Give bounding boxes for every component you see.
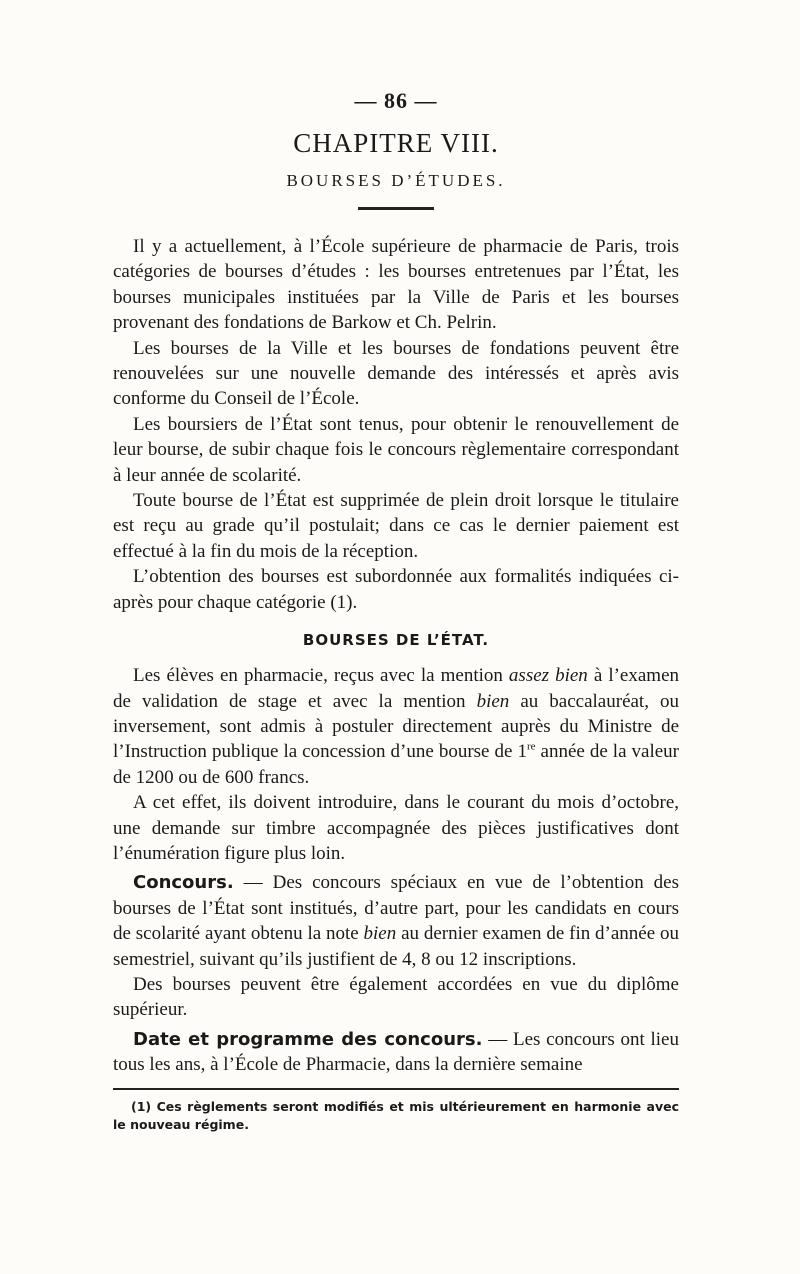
text-run: Les élèves en pharmacie, reçus avec la mention [133,665,509,687]
run-in-heading-concours: Concours. [133,872,234,894]
paragraph-superior-diploma: Des bourses peuvent être également accordées en vue du diplôme supérieur. [113,973,679,1021]
paragraph-state-eligibility [113,663,679,790]
mention-emphasis: assez bien [508,665,588,687]
mention-emphasis: bien [363,923,397,945]
page-number: — 86 — [354,88,438,113]
text-run: — Les concours ont lieu tous les ans, à l’École de Pharmacie, dans la dernière semaine [113,1028,679,1076]
text-run: à l’examen de validation de stage et avec la mention [113,665,679,712]
paragraph-concours [113,870,679,972]
text-run: année de la valeur de 1200 ou de 600 francs. [113,741,680,788]
paragraph-renewal: Les bourses de la Ville et les bourses de fondations peuvent être renouvelées sur une nouvelle demande des intéressés et après avis conforme du Conseil de l’École. [113,337,679,410]
text-run: — Des concours spéciaux en vue de l’obtention des bourses de l’État sont institués, d’autre part, pour les candidats en cours de scolarité ayant obtenu la note [113,872,679,945]
paragraph-intro: Il y a actuellement, à l’École supérieure de pharmacie de Paris, trois catégories de bourses d’études : les bourses entretenues par l’État, les bourses municipales instituées par la Ville de Paris et les bourses provenant des fondations de Barkow et Ch. Pelrin. [113,236,679,334]
paragraph-state-holders: Les boursiers de l’État sont tenus, pour obtenir le renouvellement de leur bourse, de subir chaque fois le concours règlementaire correspondant à leur année de scolarité. [113,413,679,486]
paragraph-formalities: L’obtention des bourses est subordonnée aux formalités indiquées ci-après pour chaque catégorie (1). [113,566,679,613]
run-in-heading-date-programme: Date et programme des concours. [133,1028,483,1050]
chapter-subtitle: BOURSES D’ÉTUDES. [286,171,506,190]
footnote-divider [113,1088,679,1090]
paragraph-application: A cet effet, ils doivent introduire, dans le courant du mois d’octobre, une demande sur timbre accompagnée des pièces justificatives dont l’énumération figure plus loin. [113,792,679,864]
text-run: au dernier examen de fin d’année ou semestriel, suivant qu’ils justifient de 4, 8 ou 12 inscriptions. [113,923,679,970]
paragraph-suppression: Toute bourse de l’État est supprimée de plein droit lorsque le titulaire est reçu au grade qu’il postulait; dans ce cas le dernier paiement est effectué à la fin du mois de la réception. [113,490,679,562]
text-column [113,88,679,1134]
text-run: au baccalauréat, ou inversement, sont admis à postuler directement auprès du Ministre de l’Instruction publique la concession d’une bourse de 1 [113,690,679,763]
footnote: (1) Ces règlements seront modifiés et mis ultérieurement en harmonie avec le nouveau régime. [113,1098,679,1132]
ordinal-superscript: re [526,740,536,753]
title-divider [358,207,434,210]
mention-emphasis: bien [476,690,510,712]
paragraph-date-programme [113,1027,679,1078]
section-heading-state: BOURSES DE L’ÉTAT. [302,631,490,650]
chapter-title: CHAPITRE VIII. [293,128,499,158]
